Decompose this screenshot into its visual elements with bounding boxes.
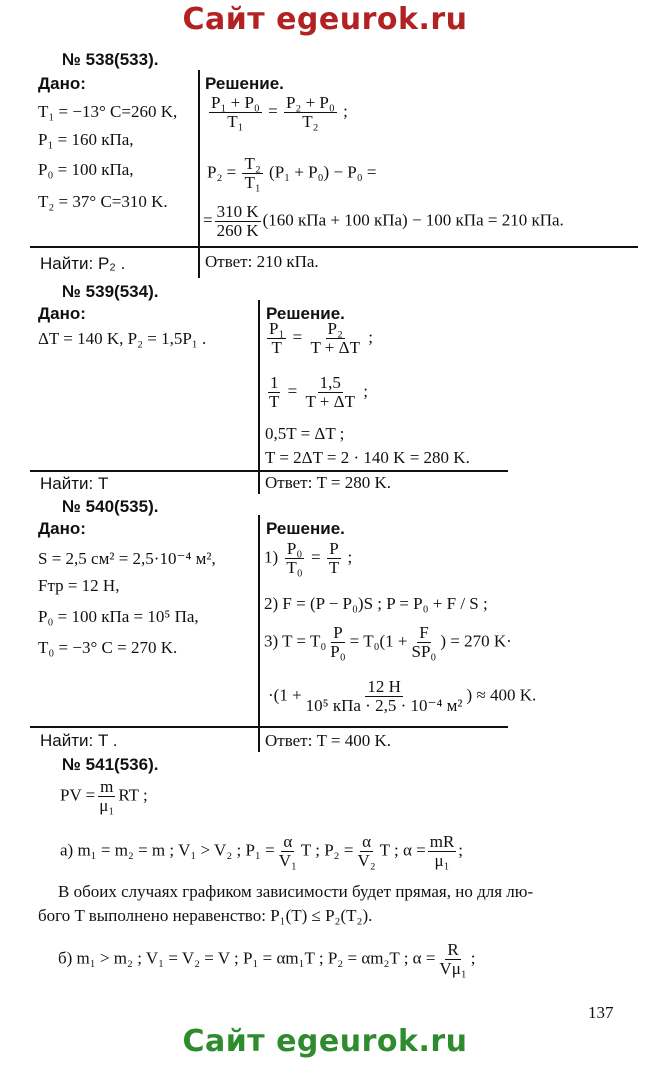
answer: Ответ: 210 кПа. <box>205 252 319 271</box>
solution-label: Решение. <box>266 304 345 323</box>
problem-538-title: № 538(533). <box>62 50 159 69</box>
divider-vertical <box>258 515 260 752</box>
given-item: Fтр = 12 H, <box>38 576 120 595</box>
given-item: T₀ = −3° C = 270 K. <box>38 638 178 657</box>
given-item: T₁ = −13° C=260 K, <box>38 102 178 121</box>
solution-label: Решение. <box>205 74 284 93</box>
site-footer: Сайт egeurok.ru <box>182 1024 468 1059</box>
page-number: 137 <box>588 1003 614 1022</box>
given-item: S = 2,5 см² = 2,5·10⁻⁴ м², <box>38 549 216 568</box>
divider-horizontal <box>30 726 508 728</box>
given-item: T₂ = 37° C=310 K. <box>38 192 168 211</box>
given-item: P₁ = 160 кПа, <box>38 130 134 149</box>
given-item: ΔT = 140 K, P₂ = 1,5P₁ . <box>38 329 207 348</box>
given-item: P₀ = 100 кПа = 10⁵ Па, <box>38 607 199 626</box>
divider-horizontal <box>30 246 638 248</box>
find-label: Найти: T . <box>40 731 118 750</box>
problem-540-title: № 540(535). <box>62 497 159 516</box>
problem-539-title: № 539(534). <box>62 282 159 301</box>
divider-horizontal <box>30 470 508 472</box>
equation: а) m₁ = m₂ = m ; V₁ > V₂ ; P₁ = $\frac{\alpha}{\text{V₁}}$ T ; P₂ = $\frac{\alpha}{\text{V₂}}$ T ; α = $\frac{mR}{\text{μ₁}}$ ; <box>60 832 464 870</box>
equation: T = 2ΔT = 2 · 140 K = 280 K. <box>265 448 470 467</box>
divider-vertical <box>258 300 260 494</box>
find-label: Найти: P₂ . <box>40 254 126 273</box>
given-label: Дано: <box>38 74 86 93</box>
find-label: Найти: T <box>40 474 109 493</box>
equation: PV = $\frac{m}{\text{μ₁}}$ RT ; <box>60 777 148 815</box>
given-label: Дано: <box>38 519 86 538</box>
paragraph-line: бого T выполнено неравенство: P₁(T) ≤ P₂(T₂). <box>38 906 373 925</box>
equation: = $\frac{310 K}{260 K}$ (160 кПа + 100 кПа) − 100 кПа = 210 кПа. <box>203 202 564 240</box>
equation: $\frac{1}{T}$ = $\frac{1,5}{T + \Delta T}$ ; <box>269 373 368 411</box>
equation: б) m₁ > m₂ ; V₁ = V₂ = V ; P₁ = αm₁T ; P₂ = αm₂T ; α = $\frac{R}{\text{Vμ₁}}$ ; <box>58 940 476 978</box>
problem-541-title: № 541(536). <box>62 755 159 774</box>
equation: 2) F = (P − P₀)S ; P = P₀ + F / S ; <box>264 594 488 613</box>
given-item: P₀ = 100 кПа, <box>38 160 134 179</box>
site-header: Сайт egeurok.ru <box>182 2 468 37</box>
equation: ·(1 + $\frac{12 H}{\text{10⁵ кПа · 2,5 · 10⁻⁴ м²}}$ ) ≈ 400 K. <box>268 677 537 715</box>
paragraph-line: В обоих случаях графиком зависимости будет прямая, но для лю- <box>58 882 534 901</box>
solution-label: Решение. <box>266 519 345 538</box>
answer: Ответ: T = 280 K. <box>265 473 392 492</box>
equation: 0,5T = ΔT ; <box>265 424 345 443</box>
equation: 1) $\frac{\text{P₀}}{\text{T₀}}$ = $\frac{P}{T}$ ; <box>264 539 353 577</box>
equation: 3) T = T₀ $\frac{P}{\text{P₀}}$ = T₀(1 + $\frac{F}{\text{SP₀}}$ ) = 270 K· <box>264 623 512 661</box>
equation: $\frac{\text{P₁ + P₀}}{\text{T₁}}$ = $\frac{\text{P₂ + P₀}}{\text{T₂}}$ ; <box>211 93 348 131</box>
equation: P₂ = $\frac{\text{T₂}}{\text{T₁}}$ (P₁ + P₀) − P₀ = <box>207 154 377 192</box>
given-label: Дано: <box>38 304 86 323</box>
equation: $\frac{\text{P₁}}{T}$ = $\frac{\text{P₂}}{T + \Delta T}$ ; <box>269 319 373 357</box>
answer: Ответ: T = 400 K. <box>265 731 392 750</box>
